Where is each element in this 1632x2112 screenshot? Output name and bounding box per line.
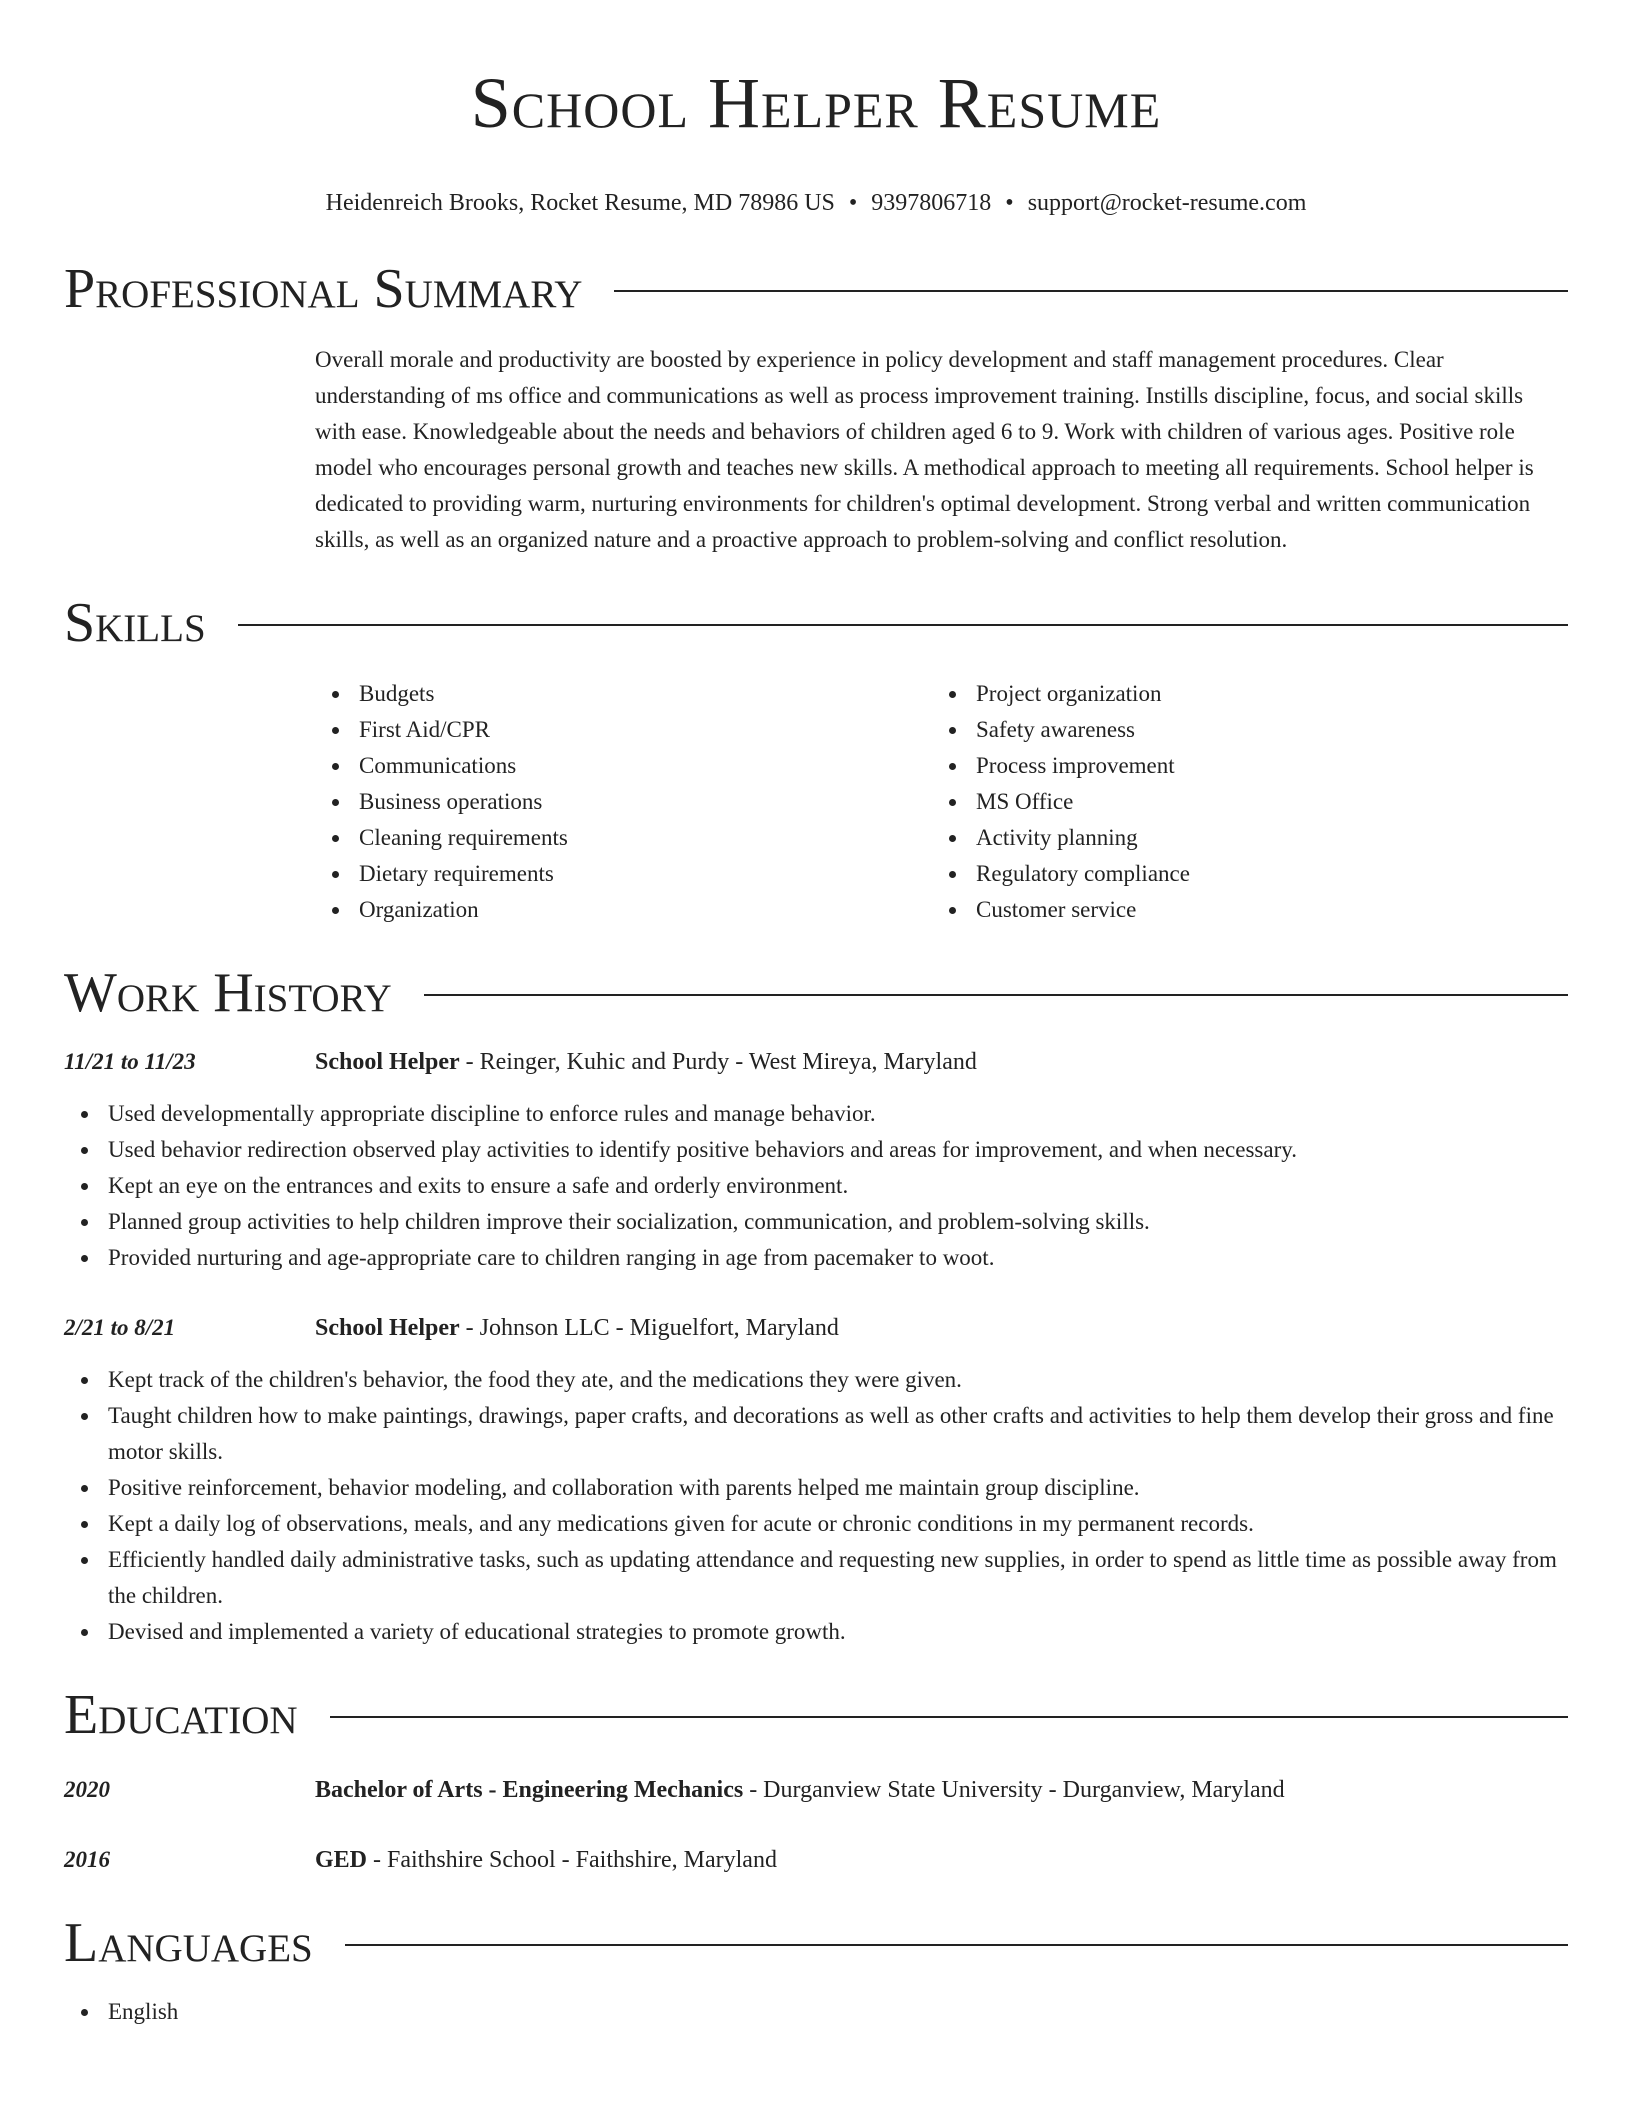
- job-bullets: [64, 1096, 1568, 1276]
- contact-separator: •: [848, 190, 858, 216]
- job-bullet: Kept a daily log of observations, meals, and any medications given for acute or chronic conditions in my permanent records.: [64, 1506, 1568, 1542]
- contact-phone: 9397806718: [871, 190, 992, 216]
- job-entry: [64, 1044, 1568, 1276]
- skill-item: Business operations: [315, 784, 932, 820]
- education-entry: [64, 1772, 1568, 1808]
- work-section-header: [64, 962, 1568, 1024]
- education-degree: GED: [315, 1847, 368, 1873]
- education-year: 2016: [64, 1847, 110, 1872]
- skill-item: Regulatory compliance: [932, 856, 1549, 892]
- contact-line: [64, 188, 1568, 218]
- job-bullet: Devised and implemented a variety of educational strategies to promote growth.: [64, 1614, 1568, 1650]
- job-dates: 2/21 to 8/21: [64, 1315, 176, 1340]
- languages-section-header: [64, 1912, 1568, 1974]
- job-role: School Helper: [315, 1315, 460, 1341]
- skill-item: First Aid/CPR: [315, 712, 932, 748]
- skill-item: Budgets: [315, 676, 932, 712]
- education-line: [315, 1772, 1285, 1808]
- section-divider: [424, 994, 1568, 996]
- job-bullet: Planned group activities to help children improve their socialization, communication, and problem-solving skills.: [64, 1204, 1568, 1240]
- skills-column-left: [315, 676, 932, 928]
- education-school: - Faithshire School - Faithshire, Maryland: [367, 1847, 777, 1873]
- skills-heading: Skills: [64, 592, 206, 654]
- education-year: 2020: [64, 1777, 110, 1802]
- job-bullet: Kept track of the children's behavior, the food they ate, and the medications they were given.: [64, 1362, 1568, 1398]
- skill-item: MS Office: [932, 784, 1549, 820]
- job-employer: - Reinger, Kuhic and Purdy - West Mireya, Maryland: [459, 1049, 977, 1075]
- contact-separator: •: [1005, 190, 1014, 216]
- section-divider: [330, 1716, 1568, 1718]
- work-heading: Work History: [64, 962, 392, 1024]
- contact-email: support@rocket-resume.com: [1027, 190, 1307, 216]
- job-bullet: Positive reinforcement, behavior modeling, and collaboration with parents helped me maintain group discipline.: [64, 1470, 1568, 1506]
- section-divider: [238, 624, 1568, 626]
- education-entry: [64, 1842, 1568, 1878]
- skill-item: Dietary requirements: [315, 856, 932, 892]
- job-bullet: Used developmentally appropriate discipline to enforce rules and manage behavior.: [64, 1096, 1568, 1132]
- languages-list: [64, 1994, 1568, 2030]
- job-bullet: Provided nurturing and age-appropriate care to children ranging in age from pacemaker to woot.: [64, 1240, 1568, 1276]
- skills-section-header: [64, 592, 1568, 654]
- job-bullet: Used behavior redirection observed play activities to identify positive behaviors and areas for improvement, and when necessary.: [64, 1132, 1568, 1168]
- job-employer: - Johnson LLC - Miguelfort, Maryland: [459, 1315, 839, 1341]
- job-title-line: [315, 1310, 839, 1346]
- skill-item: Organization: [315, 892, 932, 928]
- job-header: [64, 1310, 1568, 1346]
- skills-column-right: [932, 676, 1549, 928]
- language-item: English: [64, 1994, 1568, 2030]
- job-bullet: Taught children how to make paintings, drawings, paper crafts, and decorations as well as other crafts and activities to help them develop their gross and fine motor skills.: [64, 1398, 1568, 1470]
- job-dates: 11/21 to 11/23: [64, 1049, 196, 1074]
- job-bullet: Kept an eye on the entrances and exits to ensure a safe and orderly environment.: [64, 1168, 1568, 1204]
- skills-list: [315, 676, 1568, 928]
- skill-item: Safety awareness: [932, 712, 1549, 748]
- skill-item: Customer service: [932, 892, 1549, 928]
- skill-item: Communications: [315, 748, 932, 784]
- section-divider: [614, 290, 1568, 292]
- summary-heading: Professional Summary: [64, 258, 583, 320]
- summary-section-header: [64, 258, 1568, 320]
- education-heading: Education: [64, 1684, 298, 1746]
- contact-address: Heidenreich Brooks, Rocket Resume, MD 78986 US: [325, 190, 835, 216]
- job-bullet: Efficiently handled daily administrative tasks, such as updating attendance and requesting new supplies, in order to spend as little time as possible away from the children.: [64, 1542, 1568, 1614]
- job-bullets: [64, 1362, 1568, 1650]
- job-role: School Helper: [315, 1049, 460, 1075]
- section-divider: [345, 1944, 1568, 1946]
- languages-heading: Languages: [64, 1912, 313, 1974]
- job-title-line: [315, 1044, 977, 1080]
- education-section-header: [64, 1684, 1568, 1746]
- summary-text: Overall morale and productivity are boosted by experience in policy development and staff management procedures. Clear understanding of ms office and communications as well as process improvement training. Instills discipline, focus, and social skills with ease. Knowledgeable about the needs and behaviors of children aged 6 to 9. Work with children of various ages. Positive role model who encourages personal growth and teaches new skills. A methodical approach to meeting all requirements. School helper is dedicated to providing warm, nurturing environments for children's optimal development. Strong verbal and written communication skills, as well as an organized nature and a proactive approach to problem-solving and conflict resolution.: [315, 347, 1534, 552]
- resume-title: School Helper Resume: [470, 63, 1162, 143]
- education-line: [315, 1842, 777, 1878]
- education-degree: Bachelor of Arts - Engineering Mechanics: [315, 1777, 744, 1803]
- skill-item: Process improvement: [932, 748, 1549, 784]
- skill-item: Project organization: [932, 676, 1549, 712]
- skill-item: Cleaning requirements: [315, 820, 932, 856]
- job-entry: [64, 1310, 1568, 1650]
- job-header: [64, 1044, 1568, 1080]
- education-school: - Durganview State University - Durganview, Maryland: [743, 1777, 1285, 1803]
- skill-item: Activity planning: [932, 820, 1549, 856]
